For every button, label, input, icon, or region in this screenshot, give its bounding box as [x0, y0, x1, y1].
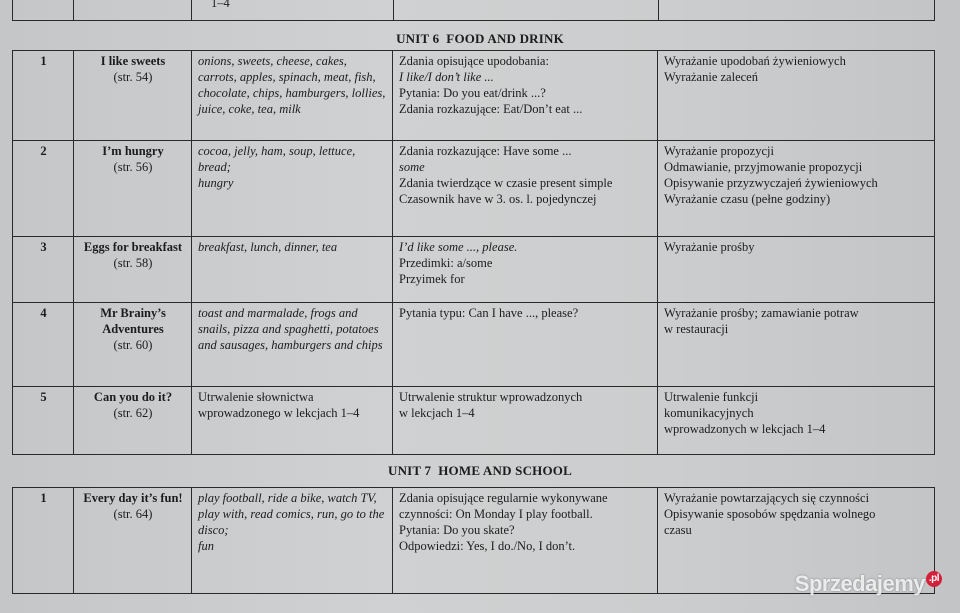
watermark-logo: Sprzedajemy .pl: [795, 571, 942, 597]
lesson-vocabulary: Utrwalenie słownictwa wprowadzonego w lekcjach 1–4: [192, 387, 393, 455]
lesson-functions: Wyrażanie prośby; zamawianie potraw w restauracji: [658, 303, 935, 387]
lesson-structures: Pytania typu: Can I have ..., please?: [393, 303, 658, 387]
unit-6-heading: [0, 31, 960, 47]
lesson-number: 5: [13, 387, 74, 455]
lesson-functions: Wyrażanie propozycji Odmawianie, przyjmowanie propozycji Opisywanie przyzwyczajeń żywieniowych Wyrażanie czasu (pełne godziny): [658, 141, 935, 237]
lesson-title: I’m hungry (str. 56): [74, 141, 192, 237]
previous-table-fragment: [12, 0, 935, 21]
lesson-functions: Wyrażanie upodobań żywieniowych Wyrażanie zaleceń: [658, 51, 935, 141]
lesson-number: 2: [13, 141, 74, 237]
table-row: [13, 303, 935, 387]
lesson-title: Can you do it? (str. 62): [74, 387, 192, 455]
unit-6-table: [12, 50, 935, 455]
lesson-vocabulary: play football, ride a bike, watch TV, play with, read comics, run, go to the disco; fun: [192, 488, 393, 594]
lesson-number: 1: [13, 488, 74, 594]
unit-6-number: UNIT 6: [396, 31, 440, 46]
unit-7-name: HOME AND SCHOOL: [438, 463, 572, 478]
lesson-title: Every day it’s fun! (str. 64): [74, 488, 192, 594]
lesson-functions: Utrwalenie funkcji komunikacyjnych wprowadzonych w lekcjach 1–4: [658, 387, 935, 455]
lesson-number: 1: [13, 51, 74, 141]
unit-7-heading: [0, 463, 960, 479]
unit-7-number: UNIT 7: [388, 463, 432, 478]
lesson-page: (str. 56): [113, 160, 153, 174]
lesson-page: (str. 60): [113, 338, 153, 352]
lesson-page: (str. 64): [113, 507, 153, 521]
lesson-vocabulary: breakfast, lunch, dinner, tea: [192, 237, 393, 303]
lesson-page: (str. 54): [113, 70, 153, 84]
lesson-title: Eggs for breakfast (str. 58): [74, 237, 192, 303]
lesson-number: 4: [13, 303, 74, 387]
previous-table-text: 1–4: [211, 0, 230, 10]
lesson-title: I like sweets (str. 54): [74, 51, 192, 141]
table-row: [13, 141, 935, 237]
table-row: [13, 51, 935, 141]
lesson-title: Mr Brainy’s Adventures (str. 60): [74, 303, 192, 387]
lesson-structures: Zdania opisujące regularnie wykonywane czynności: On Monday I play football. Pytania: Do you skate? Odpowiedzi: Yes, I do./No, I don’t.: [393, 488, 658, 594]
lesson-vocabulary: onions, sweets, cheese, cakes, carrots, apples, spinach, meat, fish, chocolate, chips, hamburgers, lollies, juice, coke, tea, milk: [192, 51, 393, 141]
table-row: [13, 237, 935, 303]
lesson-page: (str. 58): [113, 256, 153, 270]
lesson-vocabulary: toast and marmalade, frogs and snails, pizza and spaghetti, potatoes and sausages, hamburgers and chips: [192, 303, 393, 387]
table-row: [13, 387, 935, 455]
lesson-vocabulary: cocoa, jelly, ham, soup, lettuce, bread; hungry: [192, 141, 393, 237]
lesson-structures: Zdania rozkazujące: Have some ... some Zdania twierdzące w czasie present simple Czasownik have w 3. os. l. pojedynczej: [393, 141, 658, 237]
lesson-structures: I’d like some ..., please. Przedimki: a/some Przyimek for: [393, 237, 658, 303]
lesson-structures: Utrwalenie struktur wprowadzonych w lekcjach 1–4: [393, 387, 658, 455]
lesson-structures: Zdania opisujące upodobania: I like/I don’t like ... Pytania: Do you eat/drink ...? Zdania rozkazujące: Eat/Don’t eat ...: [393, 51, 658, 141]
unit-6-name: FOOD AND DRINK: [446, 31, 564, 46]
lesson-functions: Wyrażanie powtarzających się czynności Opisywanie sposobów spędzania wolnego czasu: [658, 488, 935, 594]
lesson-page: (str. 62): [113, 406, 153, 420]
lesson-number: 3: [13, 237, 74, 303]
lesson-functions: Wyrażanie prośby: [658, 237, 935, 303]
